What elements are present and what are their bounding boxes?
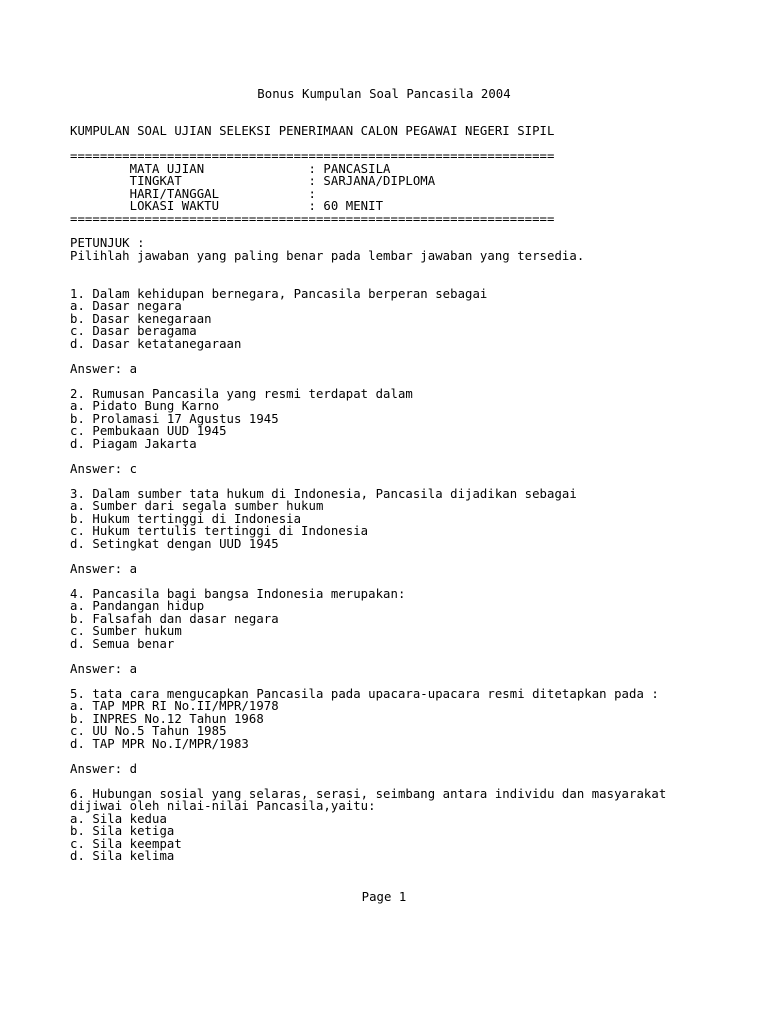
info-row-date: HARI/TANGGAL : <box>70 187 316 201</box>
question-3-option-b: b. Hukum tertinggi di Indonesia <box>70 512 302 526</box>
question-5-option-a: a. TAP MPR RI No.II/MPR/1978 <box>70 699 279 713</box>
question-6-option-a: a. Sila kedua <box>70 812 167 826</box>
question-6: 6. Hubungan sosial yang selaras, serasi, seimbang antara individu dan masyarakat <box>70 787 667 801</box>
question-6-option-d: d. Sila kelima <box>70 849 175 863</box>
question-3-option-c: c. Hukum tertulis tertinggi di Indonesia <box>70 524 369 538</box>
question-6-continued: dijiwai oleh nilai-nilai Pancasila,yaitu: <box>70 799 376 813</box>
question-6-option-b: b. Sila ketiga <box>70 824 175 838</box>
separator-top: ================================================================= <box>70 149 555 163</box>
question-5: 5. tata cara mengucapkan Pancasila pada upacara-upacara resmi ditetapkan pada : <box>70 687 659 701</box>
info-row-time: LOKASI WAKTU : 60 MENIT <box>70 199 384 213</box>
question-4-answer: Answer: a <box>70 662 138 676</box>
question-4-option-d: d. Semua benar <box>70 637 175 651</box>
info-row-subject: MATA UJIAN : PANCASILA <box>70 162 391 176</box>
question-2-option-b: b. Prolamasi 17 Agustus 1945 <box>70 412 279 426</box>
question-2-option-d: d. Piagam Jakarta <box>70 437 197 451</box>
question-4-option-c: c. Sumber hukum <box>70 624 182 638</box>
question-2: 2. Rumusan Pancasila yang resmi terdapat dalam <box>70 387 413 401</box>
question-3-answer: Answer: a <box>70 562 138 576</box>
document-header: KUMPULAN SOAL UJIAN SELEKSI PENERIMAAN CALON PEGAWAI NEGERI SIPIL <box>70 124 555 138</box>
question-2-answer: Answer: c <box>70 462 138 476</box>
question-1-option-c: c. Dasar beragama <box>70 324 197 338</box>
page-number: Page 1 <box>361 890 407 904</box>
question-2-option-a: a. Pidato Bung Karno <box>70 399 220 413</box>
instructions-text: Pilihlah jawaban yang paling benar pada lembar jawaban yang tersedia. <box>70 249 585 263</box>
question-4-option-b: b. Falsafah dan dasar negara <box>70 612 279 626</box>
question-1: 1. Dalam kehidupan bernegara, Pancasila berperan sebagai <box>70 287 488 301</box>
question-1-option-d: d. Dasar ketatanegaraan <box>70 337 242 351</box>
separator-bottom: ================================================================= <box>70 212 555 226</box>
question-6-option-c: c. Sila keempat <box>70 837 182 851</box>
question-1-option-b: b. Dasar kenegaraan <box>70 312 212 326</box>
question-5-option-d: d. TAP MPR No.I/MPR/1983 <box>70 737 249 751</box>
question-4-option-a: a. Pandangan hidup <box>70 599 205 613</box>
instructions-title: PETUNJUK : <box>70 236 145 250</box>
question-4: 4. Pancasila bagi bangsa Indonesia merupakan: <box>70 587 406 601</box>
question-5-option-c: c. UU No.5 Tahun 1985 <box>70 724 227 738</box>
document-title: Bonus Kumpulan Soal Pancasila 2004 <box>257 87 511 101</box>
question-3-option-a: a. Sumber dari segala sumber hukum <box>70 499 324 513</box>
question-3-option-d: d. Setingkat dengan UUD 1945 <box>70 537 279 551</box>
question-2-option-c: c. Pembukaan UUD 1945 <box>70 424 227 438</box>
question-5-answer: Answer: d <box>70 762 138 776</box>
info-row-level: TINGKAT : SARJANA/DIPLOMA <box>70 174 436 188</box>
question-3: 3. Dalam sumber tata hukum di Indonesia, Pancasila dijadikan sebagai <box>70 487 577 501</box>
question-5-option-b: b. INPRES No.12 Tahun 1968 <box>70 712 264 726</box>
question-1-answer: Answer: a <box>70 362 138 376</box>
question-1-option-a: a. Dasar negara <box>70 299 182 313</box>
